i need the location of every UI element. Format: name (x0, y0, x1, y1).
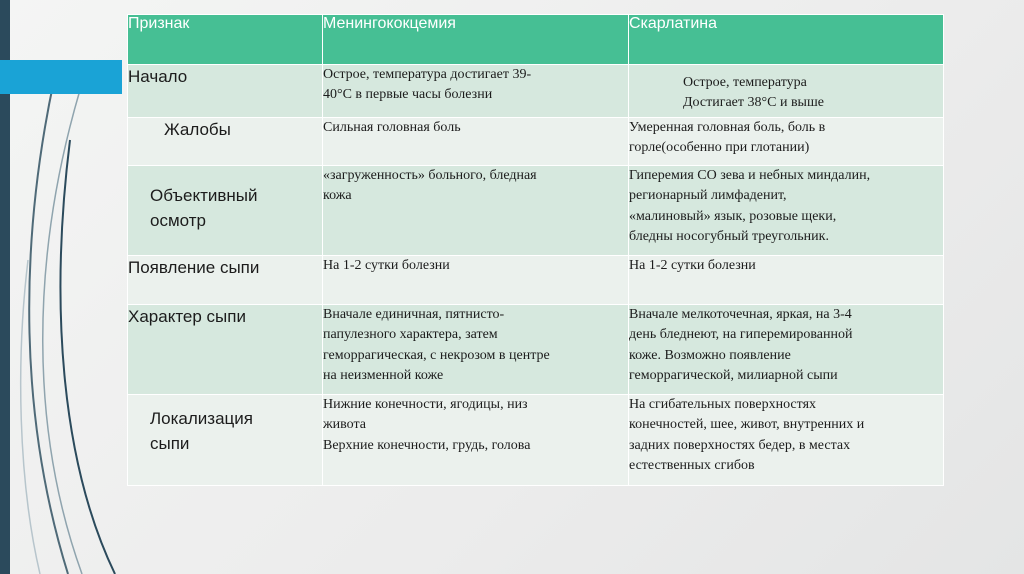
cell-text: задних поверхностях бедер, в местах (629, 437, 851, 453)
cell-meningococcemia (323, 65, 629, 118)
cell-text: Достигает 38°С и выше (683, 95, 824, 111)
cell-scarlet-fever (629, 305, 944, 395)
cell-text: кожа (323, 188, 352, 204)
cell-text: Верхние конечности, грудь, голова (323, 437, 531, 453)
cell-text: конечностей, шее, живот, внутренних и (629, 417, 865, 433)
table-row-complaints (128, 118, 944, 166)
cell-text: Острое, температура достигает 39- (323, 67, 532, 82)
cell-sign (128, 256, 323, 305)
cell-text: папулезного характера, затем (323, 327, 498, 343)
cell-scarlet-fever (629, 65, 944, 118)
cell-meningococcemia (323, 305, 629, 395)
cell-text: «малиновый» язык, розовые щеки, (629, 208, 837, 224)
table-row-examination (128, 166, 944, 256)
sign-text: Начало (128, 67, 188, 86)
cell-meningococcemia (323, 118, 629, 166)
cell-text: день бледнеют, на гиперемированной (629, 327, 853, 343)
cell-text: геморрагической, милиарной сыпи (629, 367, 838, 383)
table-row-rash-localization (128, 395, 944, 486)
cell-text: На 1-2 сутки болезни (629, 258, 756, 273)
comparison-table (127, 14, 944, 486)
cell-text: 40°С в первые часы болезни (323, 87, 493, 103)
header-meningococcemia: Менингококцемия (323, 15, 629, 65)
cell-text: Вначале единичная, пятнисто- (323, 307, 505, 322)
cell-text: Умеренная головная боль, боль в (629, 120, 826, 135)
sign-text: Характер сыпи (128, 307, 246, 326)
table-row-rash-appearance (128, 256, 944, 305)
cell-sign (128, 166, 323, 256)
sign-text: Объективный (150, 186, 258, 205)
header-sign: Признак (128, 15, 323, 65)
sign-text: осмотр (150, 210, 206, 230)
cell-text: живота (323, 417, 366, 433)
cell-text: Вначале мелкоточечная, яркая, на 3-4 (629, 307, 852, 322)
cell-meningococcemia (323, 256, 629, 305)
cell-scarlet-fever (629, 166, 944, 256)
cell-sign (128, 118, 323, 166)
cell-text: Гиперемия СО зева и небных миндалин, (629, 168, 871, 183)
header-scarlet-fever: Скарлатина (629, 15, 944, 65)
cell-meningococcemia (323, 395, 629, 486)
table-row-onset (128, 65, 944, 118)
sign-text: сыпи (150, 433, 190, 453)
sign-text: Появление сыпи (128, 258, 260, 277)
cell-scarlet-fever (629, 118, 944, 166)
cell-text: регионарный лимфаденит, (629, 188, 787, 204)
cell-text: Нижние конечности, ягодицы, низ (323, 397, 528, 412)
cell-text: коже. Возможно появление (629, 347, 791, 363)
cell-text: На 1-2 сутки болезни (323, 258, 450, 273)
cell-text: горле(особенно при глотании) (629, 140, 810, 156)
accent-tab (0, 60, 122, 94)
cell-scarlet-fever (629, 256, 944, 305)
cell-text: бледны носогубный треугольник. (629, 228, 829, 244)
table-header-row (128, 15, 944, 65)
cell-text: На сгибательных поверхностях (629, 397, 817, 412)
cell-text: «загруженность» больного, бледная (323, 168, 537, 183)
cell-sign (128, 305, 323, 395)
cell-text: Острое, температура (683, 75, 807, 90)
cell-text: геморрагическая, с некрозом в центре (323, 347, 550, 363)
cell-text: на неизменной коже (323, 367, 444, 383)
table-row-rash-character (128, 305, 944, 395)
cell-sign (128, 395, 323, 486)
cell-scarlet-fever (629, 395, 944, 486)
cell-text: Сильная головная боль (323, 120, 461, 135)
sign-text: Локализация (150, 409, 253, 428)
cell-sign (128, 65, 323, 118)
cell-meningococcemia (323, 166, 629, 256)
sign-text: Жалобы (164, 120, 231, 139)
cell-text: естественных сгибов (629, 457, 755, 473)
